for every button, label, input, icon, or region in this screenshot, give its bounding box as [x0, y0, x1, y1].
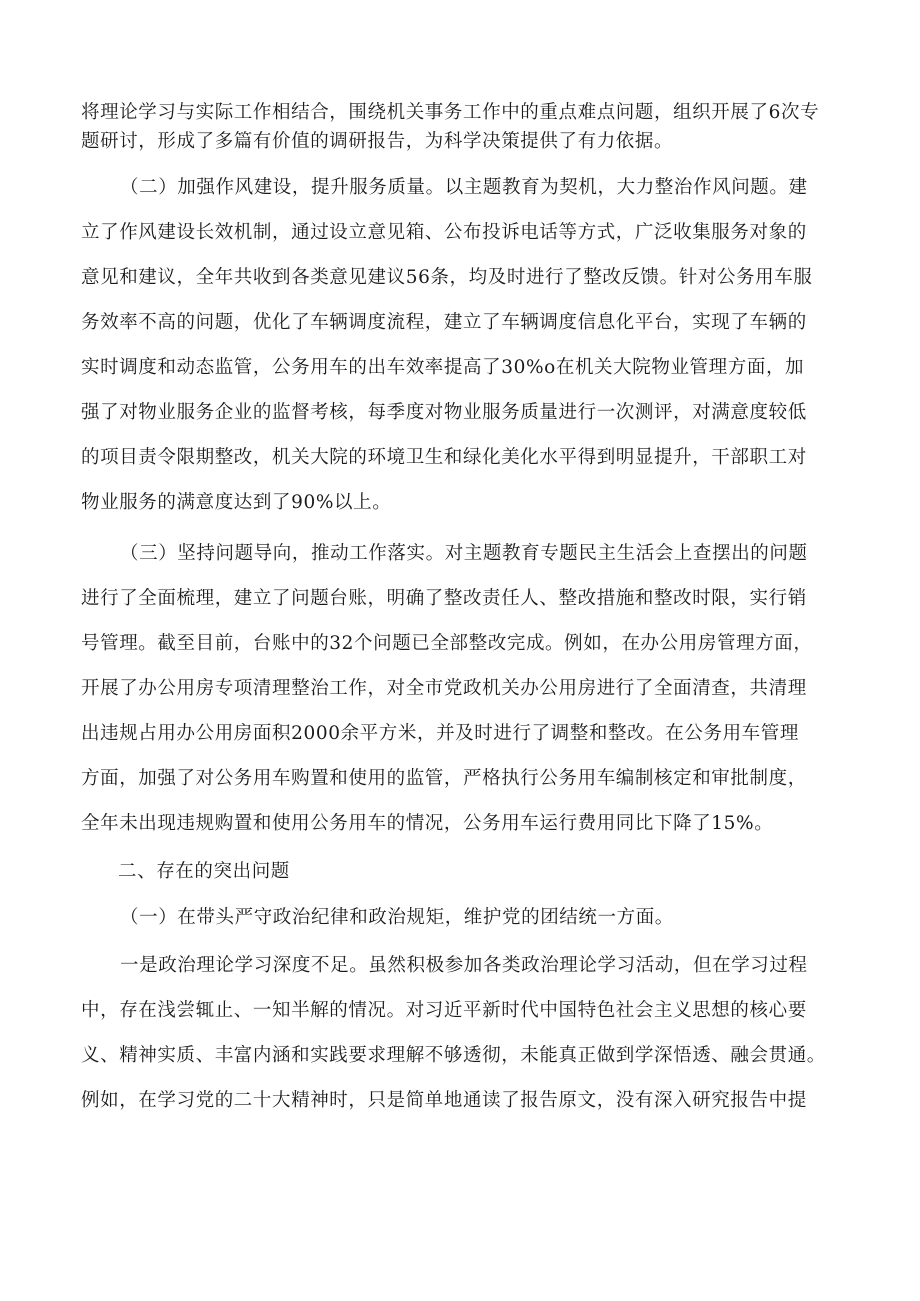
text-line: 出违规占用办公用房面积2000余平方米，并及时进行了调整和整改。在公务用车管理: [81, 723, 799, 744]
text-line: 实时调度和动态监管，公务用车的出车效率提高了30%o在机关大院物业管理方面，加: [81, 357, 805, 378]
subsection-heading: （一）在带头严守政治纪律和政治规矩，维护党的团结统一方面。: [120, 907, 674, 928]
text-line: 义、精神实质、丰富内涵和实践要求理解不够透彻，未能真正做到学深悟透、融会贯通。: [81, 1045, 826, 1066]
text-line: 例如，在学习党的二十大精神时，只是简单地通读了报告原文，没有深入研究报告中提: [81, 1090, 807, 1111]
section-heading: 二、存在的突出问题: [118, 861, 290, 882]
text-line: 将理论学习与实际工作相结合，围绕机关事务工作中的重点难点问题，组织开展了6次专: [81, 102, 820, 123]
text-line: 中，存在浅尝辄止、一知半解的情况。对习近平新时代中国特色社会主义思想的核心要: [81, 1000, 807, 1021]
text-line: 务效率不高的问题，优化了车辆调度流程，建立了车辆调度信息化平台，实现了车辆的: [81, 312, 807, 333]
text-line: 意见和建议，全年共收到各类意见建议56条，均及时进行了整改反馈。针对公务用车服: [81, 267, 813, 288]
text-line: 题研讨，形成了多篇有价值的调研报告，为科学决策提供了有力依据。: [81, 131, 674, 152]
paragraph-start: （三）坚持问题导向，推动工作落实。对主题教育专题民主生活会上查摆出的问题: [120, 543, 808, 564]
text-line: 开展了办公用房专项清理整治工作，对全市党政机关办公用房进行了全面清查，共清理: [81, 678, 807, 699]
text-line: 的项目责令限期整改，机关大院的环境卫生和绿化美化水平得到明显提升，干部职工对: [81, 447, 807, 468]
text-line: 强了对物业服务企业的监督考核，每季度对物业服务质量进行一次测评，对满意度较低: [81, 402, 807, 423]
text-line: 进行了全面梳理，建立了问题台账，明确了整改责任人、整改措施和整改时限，实行销: [81, 588, 807, 609]
text-line: 号管理。截至目前，台账中的32个问题已全部整改完成。例如，在办公用房管理方面，: [81, 633, 813, 654]
text-line: 全年未出现违规购置和使用公务用车的情况，公务用车运行费用同比下降了15%。: [81, 813, 774, 834]
paragraph-start: 一是政治理论学习深度不足。虽然积极参加各类政治理论学习活动，但在学习过程: [120, 955, 808, 976]
paragraph-start: （二）加强作风建设，提升服务质量。以主题教育为契机，大力整治作风问题。建: [120, 177, 808, 198]
text-line: 方面，加强了对公务用车购置和使用的监管，严格执行公务用车编制核定和审批制度，: [81, 768, 807, 789]
text-line: 立了作风建设长效机制，通过设立意见箱、公布投诉电话等方式，广泛收集服务对象的: [81, 222, 807, 243]
text-line: 物业服务的满意度达到了90%以上。: [81, 492, 392, 513]
